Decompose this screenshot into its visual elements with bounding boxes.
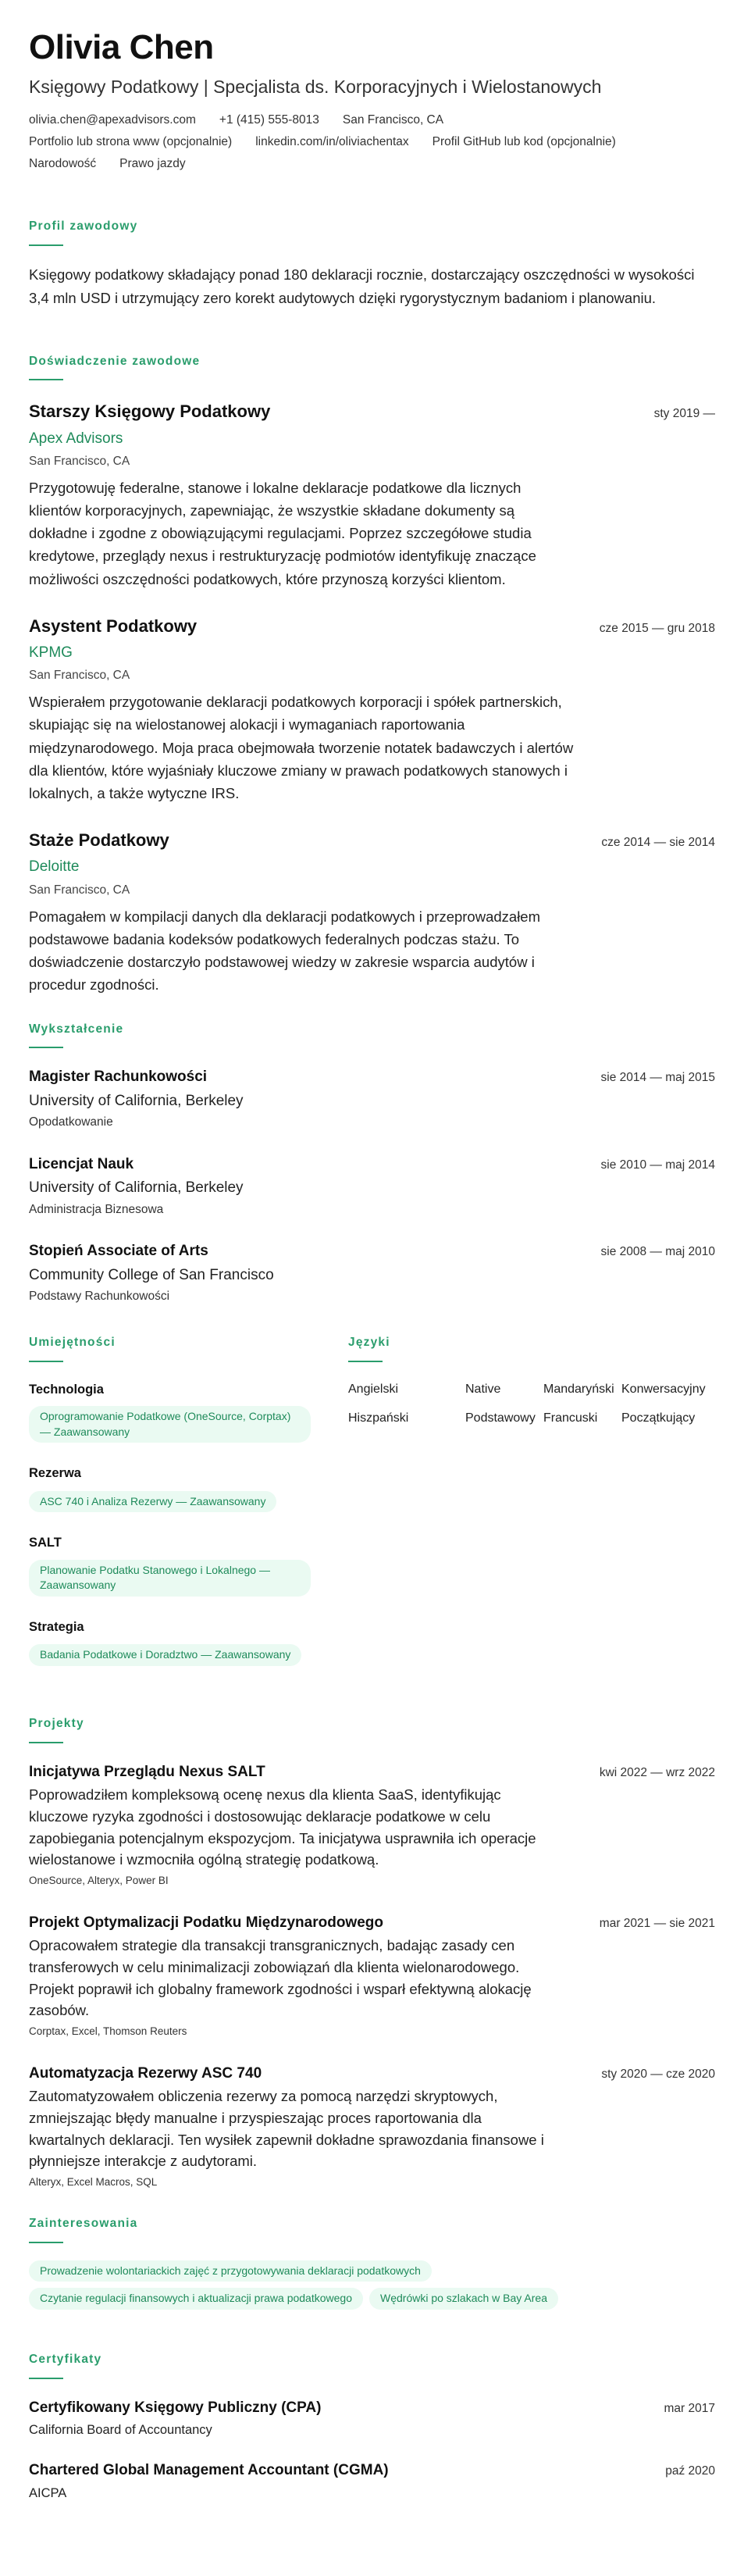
skill-pill: Oprogramowanie Podatkowe (OneSource, Corptax) — Zaawansowany [29,1406,311,1443]
projects-section [29,1714,715,2191]
project-description: Zautomatyzowałem obliczenia rezerwy za pomocą narzędzi skryptowych, zmniejszając błędy manualne i przyspieszając proces raportowania dla kwartalnych deklaracji. Ten wysiłek zapewnił dokładne sprawozdania finansowe i płynniejsze interakcje z audytorami. [29,2088,544,2170]
skill-category: SALT [29,1536,62,1550]
interest-list [29,2260,715,2289]
degree: Magister Rachunkowości [29,1069,208,1086]
skill-group [29,1617,317,1672]
project-description: Poprowadziłem kompleksową ocenę nexus dla klienta SaaS, identyfikując kluczowe ryzyka zgodności i dostosowując deklaracje podatkowe w celu zapobiegania potencjalnym ekspozycjom. Ta inicjatywa usprawniła ich operacje wielostanowe i wzmocniła ogólną strategię podatkową. [29,1786,536,1868]
project-entry [29,2062,715,2191]
language-level: Początkujący [621,1411,696,1425]
interest-pill: Prowadzenie wolontariackich zajęć z przygotowywania deklaracji podatkowych [29,2260,432,2282]
degree: Stopień Associate of Arts [29,1243,208,1260]
language-row [348,1408,715,1429]
job-description: Przygotowuję federalne, stanowe i lokalne deklaracje podatkowe dla licznych klientów korporacyjnych, zapewniając, że wszystkie składane dokumenty są dokładne i zgodne z obowiązującymi regulacjami. Poprzez szczegółowe studia kredytowe, przeglądy nexus i restrukturyzację podmiotów identyfikuję znaczące możliwości oszczędności podatkowych, które przynoszą korzyści klientom. [29,479,536,587]
job-company: Apex Advisors [29,430,123,447]
certification-title: Certyfikowany Księgowy Publiczny (CPA) [29,2399,322,2416]
section-title: Języki [348,1336,390,1350]
section-divider [348,1361,383,1362]
section-divider [29,244,63,246]
section-title: Projekty [29,1716,84,1730]
skill-category: Strategia [29,1620,84,1634]
job-description: Wspierałem przygotowanie deklaracji podatkowych korporacji i spółek partnerskich, skupiając się na wielostanowej alokacji i wymaganiach raportowania międzynarodowego. Moja praca obejmowała tworzenie notatek badawczych i alertów dla klientów, które wyjaśniały kluczowe zmiany w prawach podatkowych stanowych i lokalnych, a także wytyczne IRS. [29,694,574,802]
field-of-study: Opodatkowanie [29,1115,113,1129]
language-level: Konwersacyjny [621,1382,706,1396]
section-divider [29,1047,63,1048]
language-name: Mandaryński [543,1382,614,1396]
project-tech: Corptax, Excel, Thomson Reuters [29,2025,187,2038]
section-title: Wykształcenie [29,1022,124,1036]
certification-date: paź 2020 [665,2464,715,2478]
job-location: San Francisco, CA [29,669,130,683]
nationality: Narodowość [29,157,97,171]
section-divider [29,1361,63,1362]
skill-pill: Badania Podatkowe i Doradztwo — Zaawansowany [29,1644,301,1666]
project-entry [29,1761,715,1889]
contact-email[interactable]: olivia.chen@apexadvisors.com [29,112,196,127]
certification-title: Chartered Global Management Accountant (CGMA) [29,2462,389,2479]
job-entry [29,398,715,590]
interest-list [29,2288,715,2316]
candidate-name: Olivia Chen [29,28,214,66]
school: University of California, Berkeley [29,1092,244,1109]
job-company: KPMG [29,644,73,661]
project-date: kwi 2022 — wrz 2022 [599,1765,715,1779]
section-title: Zainteresowania [29,2216,138,2230]
section-title: Certyfikaty [29,2352,102,2366]
certifications-section [29,2350,715,2503]
project-date: mar 2021 — sie 2021 [599,1916,715,1930]
headline: Księgowy Podatkowy | Specjalista ds. Korporacyjnych i Wielostanowych [29,76,602,97]
experience-section [29,352,715,997]
degree: Licencjat Nauk [29,1155,134,1172]
project-title: Inicjatywa Przeglądu Nexus SALT [29,1763,265,1780]
job-date: sty 2019 — [653,407,715,421]
interest-pill: Czytanie regulacji finansowych i aktualizacji prawa podatkowego [29,2288,363,2310]
contact-list [29,110,715,130]
skill-group [29,1463,317,1518]
job-entry [29,826,715,996]
certification-date: mar 2017 [664,2401,715,2415]
education-date: sie 2010 — maj 2014 [600,1158,715,1172]
section-title: Profil zawodowy [29,219,138,233]
contact-location: San Francisco, CA [342,112,444,127]
job-entry [29,612,715,805]
resume-header [29,28,715,175]
project-title: Projekt Optymalizacji Podatku Międzynarodowego [29,1914,383,1931]
job-date: cze 2014 — sie 2014 [601,836,715,850]
education-section [29,1020,715,1308]
certification-issuer: AICPA [29,2485,67,2500]
project-description: Opracowałem strategie dla transakcji transgranicznych, badając zasady cen transferowych w celu minimalizacji zobowiązań dla klienta wielonarodowego. Projekt poprawił ich globalny framework zgodności i wsparł efektywną alokację zasobów. [29,1937,532,2019]
section-divider [29,2378,63,2379]
skills-section [29,1333,317,1686]
education-entry [29,1240,715,1307]
contact-links [29,132,715,152]
section-title: Umiejętności [29,1336,116,1350]
contact-github[interactable]: Profil GitHub lub kod (opcjonalnie) [432,135,616,149]
field-of-study: Administracja Biznesowa [29,1202,164,1216]
certification-entry [29,2459,715,2503]
project-tech: Alteryx, Excel Macros, SQL [29,2176,158,2189]
contact-extra [29,154,715,174]
language-row [348,1379,715,1400]
section-divider [29,379,63,380]
certification-entry [29,2396,715,2441]
skill-group [29,1379,317,1450]
school: University of California, Berkeley [29,1179,244,1197]
contact-website[interactable]: Portfolio lub strona www (opcjonalnie) [29,135,233,149]
education-entry [29,1065,715,1133]
job-location: San Francisco, CA [29,454,130,468]
project-entry [29,1911,715,2040]
project-date: sty 2020 — cze 2020 [601,2067,715,2081]
section-divider [29,2242,63,2243]
skill-category: Rezerwa [29,1466,81,1481]
project-title: Automatyzacja Rezerwy ASC 740 [29,2064,262,2082]
summary-text: Księgowy podatkowy składający ponad 180 deklaracji rocznie, dostarczający oszczędności w wysokości 3,4 mln USD i utrzymujący zero korekt audytowych dzięki rygorystycznym badaniom i planowaniu. [29,266,695,306]
skill-pill: ASC 740 i Analiza Rezerwy — Zaawansowany [29,1491,276,1513]
education-date: sie 2008 — maj 2010 [600,1245,715,1259]
project-tech: OneSource, Alteryx, Power BI [29,1875,169,1887]
contact-linkedin[interactable]: linkedin.com/in/oliviachentax [255,135,409,149]
skill-category: Technologia [29,1382,104,1397]
language-name: Francuski [543,1411,598,1425]
language-name: Angielski [348,1382,399,1396]
job-title: Staże Podatkowy [29,830,169,851]
interests-section [29,2214,715,2316]
job-date: cze 2015 — gru 2018 [599,621,715,635]
language-level: Native [465,1382,501,1396]
skills-languages-row [29,1333,715,1686]
language-level: Podstawowy [465,1411,536,1425]
job-title: Asystent Podatkowy [29,615,198,636]
job-title: Starszy Księgowy Podatkowy [29,401,271,422]
languages-section [348,1333,715,1686]
job-company: Deloitte [29,858,80,876]
skill-group [29,1532,317,1603]
section-title: Doświadczenie zawodowe [29,354,201,368]
certification-issuer: California Board of Accountancy [29,2422,212,2437]
driving-license: Prawo jazdy [119,157,186,171]
section-divider [29,1742,63,1743]
education-date: sie 2014 — maj 2015 [600,1071,715,1085]
interest-pill: Wędrówki po szlakach w Bay Area [369,2288,558,2310]
school: Community College of San Francisco [29,1266,274,1283]
summary-section [29,217,715,310]
contact-phone[interactable]: +1 (415) 555-8013 [219,112,319,127]
field-of-study: Podstawy Rachunkowości [29,1290,170,1304]
education-entry [29,1153,715,1220]
job-location: San Francisco, CA [29,883,130,897]
skill-pill: Planowanie Podatku Stanowego i Lokalnego — Zaawansowany [29,1560,311,1597]
job-description: Pomagałem w kompilacji danych dla deklaracji podatkowych i przeprowadzałem podstawowe badania kodeksów podatkowych federalnych podczas stażu. To doświadczenie dostarczyło podstawowej wiedzy w zakresie wsparcia audytów i procedur zgodności. [29,908,541,994]
language-name: Hiszpański [348,1411,409,1425]
